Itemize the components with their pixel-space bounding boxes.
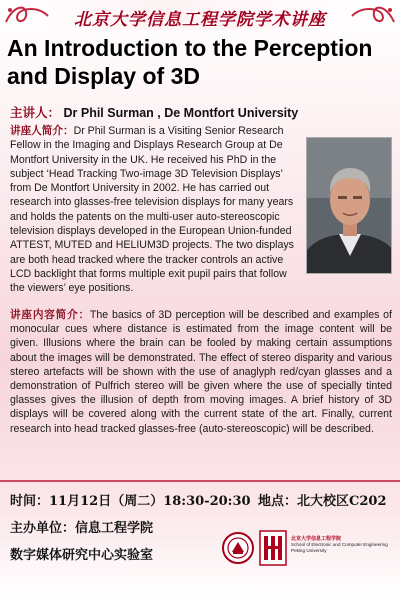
speaker-name: Dr Phil Surman , De Montfort University	[63, 106, 299, 120]
speaker-line	[10, 103, 390, 121]
event-time	[10, 490, 251, 509]
place-value: 北大校区C202	[297, 494, 387, 509]
abstract-label: 讲座内容简介：	[10, 309, 90, 321]
school-name-en: School of Electronic and Computer Engineering	[291, 542, 388, 547]
time-value: 11月12日（周二）18:30-20:30	[49, 494, 251, 509]
pku-seal-icon	[222, 532, 254, 564]
university-name-en: Peking University	[291, 548, 327, 553]
bio-label: 讲座人简介：	[10, 125, 74, 137]
lecture-title: An Introduction to the Perception and Display of 3D	[7, 35, 373, 89]
event-lab: 数字媒体研究中心实验室	[10, 548, 154, 563]
speaker-portrait-icon	[307, 138, 392, 274]
speaker-bio	[10, 124, 300, 296]
time-label: 时间：	[10, 494, 50, 509]
lecture-abstract	[10, 308, 392, 436]
bio-text: Dr Phil Surman is a Visiting Senior Research Fellow in the Imaging and Displays Research Group at De Montfort University in the UK. He received his PhD in the subject ‘Head Tracking Two-image 3D Television Displays’ from De Montfort University in 2002. He has carried out research into glasses-free television displays for many years and holds the patents on the multi-user auto-stereoscopic television displays developed in the European Union-funded ATTEST, MUTED and HELIUM3D projects. The two displays are both head tracked where the tracker controls an active LCD backlight that forms multiple exit pupil pairs that follow the viewers’ eye positions.	[10, 125, 294, 295]
speaker-photo	[306, 137, 392, 274]
event-organizer	[10, 517, 153, 536]
school-name-cn: 北京大学信息工程学院	[291, 536, 342, 542]
header-bar	[0, 0, 400, 30]
event-place	[258, 490, 387, 509]
abstract-text: The basics of 3D perception will be described and examples of monocular cues where distance is estimated from the image content will be given. Illusions where the brain can be fooled by making certain assumptions about the images will be demonstrated. The effect of stereo disparity and various stereo artefacts will be shown with the use of anaglyph red/cyan glasses and a demonstration of Pulfrich stereo will be given where the use of specially tinted glasses gives the illusion of depth from moving images. A brief history of 3D displays will be covered along with the current state of the art. Finally, current research into head tracked glasses-free (auto-stereoscopic) will be described.	[10, 309, 392, 435]
divider	[0, 480, 400, 482]
organizer-value: 信息工程学院	[75, 521, 154, 536]
speaker-label: 主讲人：	[10, 106, 61, 120]
school-name	[291, 536, 397, 554]
organizer-label: 主办单位：	[10, 521, 76, 536]
school-logo-icon	[259, 530, 287, 566]
series-title: 北京大学信息工程学院学术讲座	[74, 10, 326, 30]
place-label: 地点：	[258, 494, 298, 509]
